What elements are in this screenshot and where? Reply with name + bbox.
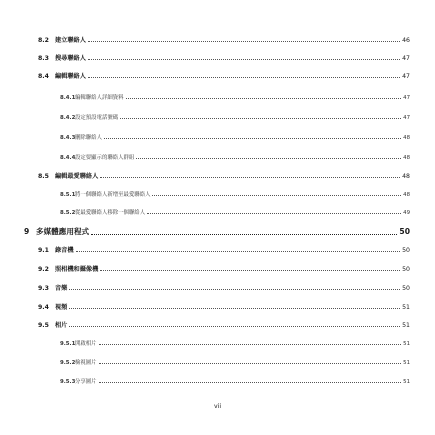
- toc-entry-title: 開啟相片: [75, 341, 97, 347]
- toc-entry-page: 48: [402, 173, 410, 180]
- toc-entry-page: 47: [403, 115, 410, 121]
- toc-entry-page: 51: [403, 341, 410, 347]
- toc-entry-page: 50: [402, 266, 410, 273]
- toc-entry-title: 編輯聯絡人: [55, 73, 86, 80]
- toc-entry-page: 51: [403, 379, 410, 385]
- toc-entry-title: 設定要顯示的聯絡人群組: [75, 155, 135, 161]
- toc-entry-number: 9.4: [38, 304, 49, 311]
- toc-entry-title: 從最愛聯絡人移除一個聯絡人: [75, 210, 146, 216]
- toc-entry-title: 相片: [55, 322, 68, 329]
- toc-entry-title: 刪除聯絡人: [75, 135, 102, 141]
- toc-entry-8-4[interactable]: [38, 71, 410, 80]
- dot-leader: [99, 382, 402, 383]
- toc-entry-title: 編輯聯絡人詳細資料: [75, 95, 124, 101]
- dot-leader: [100, 270, 400, 271]
- dot-leader: [99, 344, 402, 345]
- toc-entry-8-4-1[interactable]: [60, 93, 410, 101]
- toc-entry-9-2[interactable]: [38, 264, 410, 273]
- toc-entry-8-4-4[interactable]: [60, 153, 410, 161]
- toc-entry-page: 48: [403, 155, 410, 161]
- toc-entry-title: 照相機和攝像機: [55, 266, 99, 273]
- toc-entry-number: 8.2: [38, 37, 49, 44]
- toc-entry-page: 47: [402, 73, 410, 80]
- toc-chapter-9[interactable]: [24, 226, 410, 237]
- toc-entry-page: 48: [403, 135, 410, 141]
- toc-chapter-number: 9: [24, 227, 30, 236]
- toc-chapter-title: 多媒體應用程式: [36, 227, 90, 236]
- dot-leader: [136, 158, 401, 159]
- dot-leader: [152, 195, 401, 196]
- toc-entry-title: 分享圖片: [75, 379, 97, 385]
- dot-leader: [76, 251, 401, 252]
- toc-chapter-page: 50: [399, 227, 410, 236]
- dot-leader: [91, 234, 397, 235]
- toc-entry-9-5-1[interactable]: [60, 339, 410, 347]
- toc-entry-number: 9.5.1: [60, 341, 76, 347]
- page-number: vii: [213, 403, 222, 410]
- toc-entry-8-4-2[interactable]: [60, 113, 410, 121]
- toc-entry-number: 9.5.3: [60, 379, 76, 385]
- toc-entry-8-5[interactable]: [38, 171, 410, 180]
- toc-entry-8-2[interactable]: [38, 35, 410, 44]
- toc-entry-9-5-2[interactable]: [60, 358, 410, 366]
- toc-entry-number: 8.4.1: [60, 95, 76, 101]
- toc-entry-page: 51: [402, 322, 410, 329]
- toc-entry-9-5-3[interactable]: [60, 377, 410, 385]
- toc-entry-title: 視頻: [55, 304, 68, 311]
- toc-entry-8-5-2[interactable]: [60, 208, 410, 216]
- toc-entry-page: 46: [402, 37, 410, 44]
- toc-entry-number: 8.5: [38, 173, 49, 180]
- toc-entry-number: 8.4.3: [60, 135, 76, 141]
- toc-entry-page: 50: [402, 285, 410, 292]
- dot-leader: [100, 177, 400, 178]
- toc-entry-title: 錄音機: [55, 247, 74, 254]
- dot-leader: [88, 77, 400, 78]
- toc-entry-page: 47: [402, 55, 410, 62]
- toc-entry-9-5[interactable]: [38, 320, 410, 329]
- dot-leader: [120, 118, 401, 119]
- toc-entry-title: 檢視圖片: [75, 360, 97, 366]
- toc-entry-title: 建立聯絡人: [55, 37, 86, 44]
- dot-leader: [88, 41, 400, 42]
- toc-entry-page: 48: [403, 192, 410, 198]
- toc-entry-8-3[interactable]: [38, 53, 410, 62]
- toc-entry-number: 9.2: [38, 266, 49, 273]
- toc-entry-number: 9.5.2: [60, 360, 76, 366]
- toc-entry-number: 9.1: [38, 247, 49, 254]
- toc-entry-number: 8.5.2: [60, 210, 76, 216]
- dot-leader: [104, 138, 401, 139]
- dot-leader: [126, 98, 402, 99]
- toc-entry-number: 8.4.4: [60, 155, 76, 161]
- toc-entry-title: 設定預設電話號碼: [75, 115, 119, 121]
- dot-leader: [69, 308, 400, 309]
- toc-entry-9-1[interactable]: [38, 245, 410, 254]
- toc-entry-number: 9.3: [38, 285, 49, 292]
- toc-entry-number: 8.5.1: [60, 192, 76, 198]
- toc-entry-title: 將一個聯絡人新增至最愛聯絡人: [75, 192, 151, 198]
- toc-entry-number: 8.4.2: [60, 115, 76, 121]
- toc-entry-8-4-3[interactable]: [60, 133, 410, 141]
- toc-entry-page: 50: [402, 247, 410, 254]
- toc-entry-number: 9.5: [38, 322, 49, 329]
- toc-entry-page: 51: [402, 304, 410, 311]
- toc-entry-title: 音樂: [55, 285, 68, 292]
- toc-entry-page: 49: [403, 210, 410, 216]
- dot-leader: [147, 213, 401, 214]
- dot-leader: [88, 59, 400, 60]
- toc-entry-8-5-1[interactable]: [60, 190, 410, 198]
- dot-leader: [99, 363, 402, 364]
- toc-entry-title: 搜尋聯絡人: [55, 55, 86, 62]
- toc-entry-page: 47: [403, 95, 410, 101]
- toc-entry-9-3[interactable]: [38, 283, 410, 292]
- dot-leader: [69, 289, 400, 290]
- toc-entry-page: 51: [403, 360, 410, 366]
- toc-entry-number: 8.3: [38, 55, 49, 62]
- dot-leader: [69, 326, 400, 327]
- toc-entry-number: 8.4: [38, 73, 49, 80]
- toc-entry-title: 編輯最愛聯絡人: [55, 173, 99, 180]
- toc-entry-9-4[interactable]: [38, 302, 410, 311]
